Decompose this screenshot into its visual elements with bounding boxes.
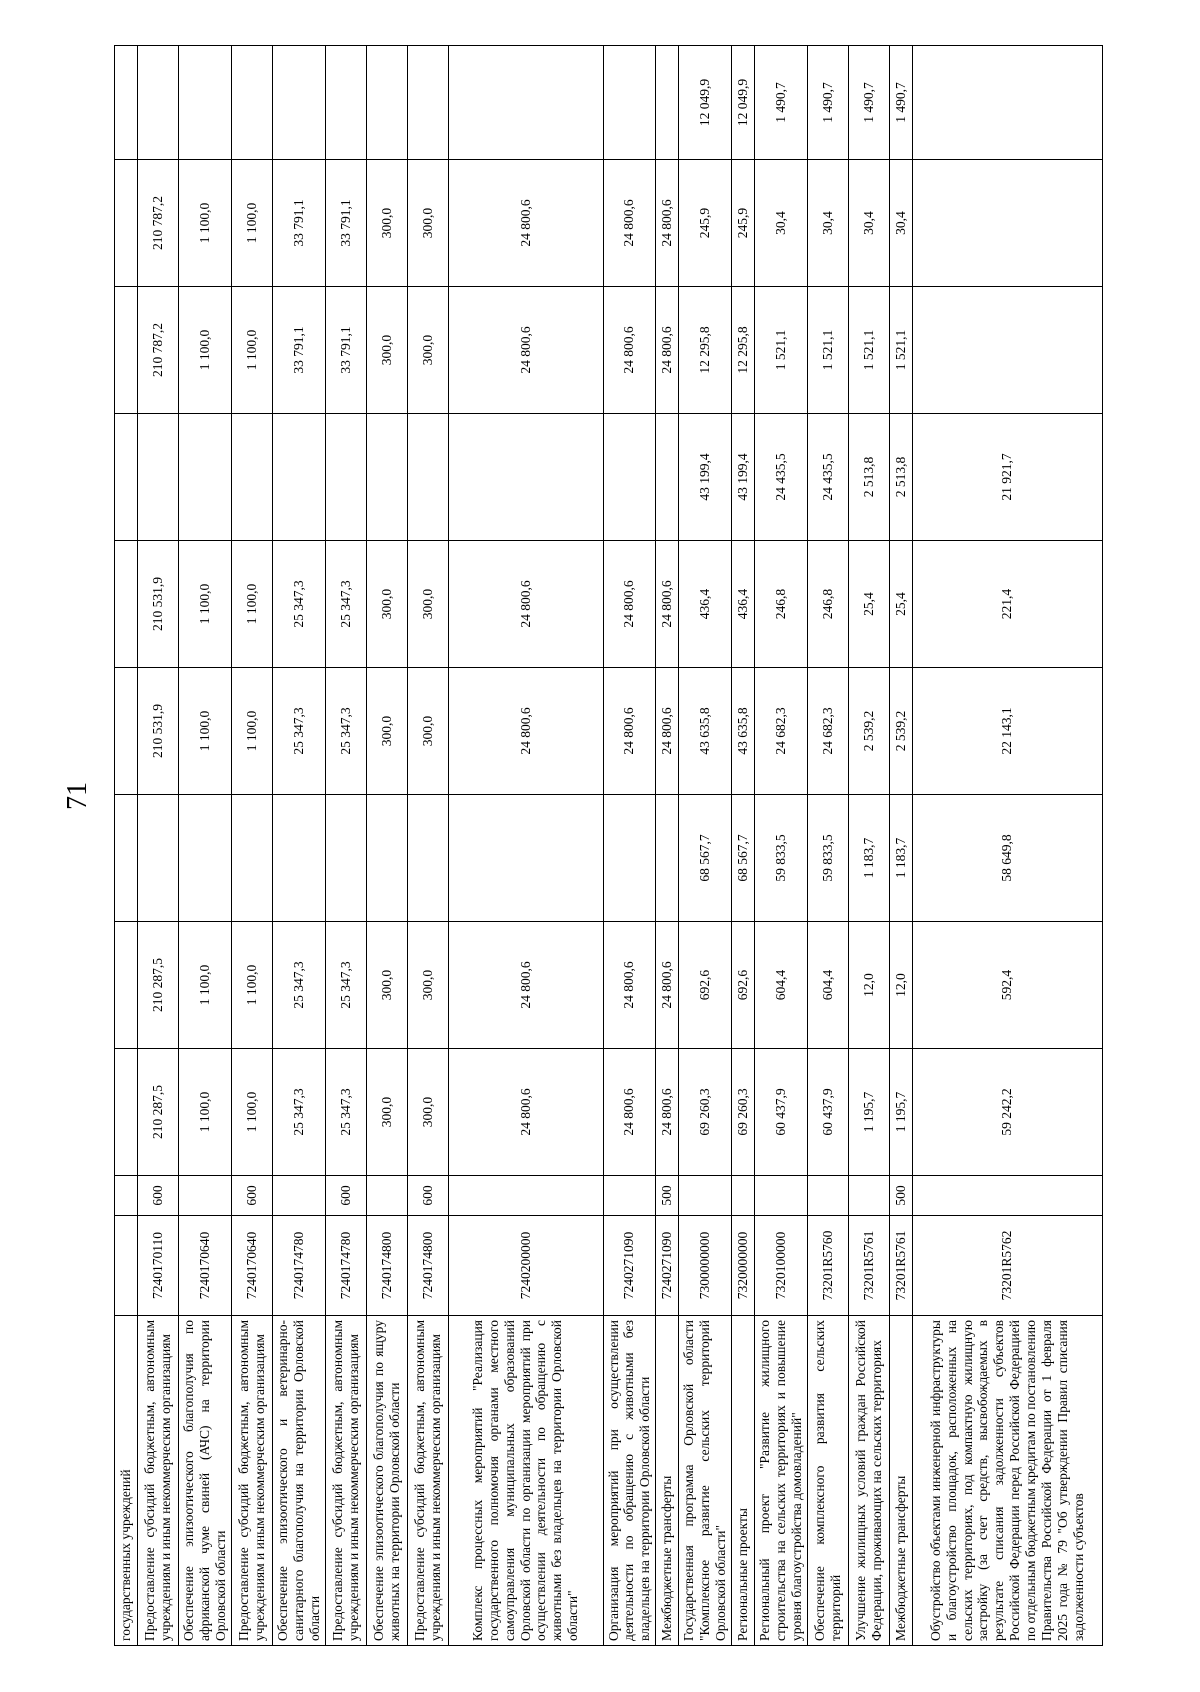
table-row (679, 46, 732, 1646)
amount-6: 43 199,4 (732, 414, 755, 541)
amount-8: 30,4 (889, 160, 912, 287)
row-code: 7240200000 (448, 1216, 603, 1316)
amount-8: 300,0 (366, 160, 407, 287)
amount-3: 59 833,5 (755, 795, 808, 922)
amount-7: 24 800,6 (448, 287, 603, 414)
amount-9: 1 490,7 (807, 46, 848, 160)
amount-9 (603, 46, 656, 160)
amount-2: 692,6 (679, 922, 732, 1049)
amount-2: 24 800,6 (656, 922, 679, 1049)
row-code: 7320100000 (755, 1216, 808, 1316)
amount-9 (115, 46, 138, 160)
row-expense-type (732, 1176, 755, 1216)
amount-1: 300,0 (407, 1049, 448, 1176)
table-row (807, 46, 848, 1646)
amount-2: 604,4 (807, 922, 848, 1049)
amount-9 (138, 46, 179, 160)
amount-3 (179, 795, 232, 922)
amount-4: 22 143,1 (912, 668, 1102, 795)
amount-9: 1 490,7 (755, 46, 808, 160)
row-name: Предоставление субсидий бюджетным, автономным учреждениям и иным некоммерческим организациям (138, 1316, 179, 1646)
amount-8: 1 100,0 (179, 160, 232, 287)
amount-4: 2 539,2 (889, 668, 912, 795)
row-name: Межбюджетные трансферты (656, 1316, 679, 1646)
amount-7: 1 521,1 (848, 287, 889, 414)
amount-4: 1 100,0 (231, 668, 272, 795)
amount-4: 24 682,3 (755, 668, 808, 795)
amount-9 (366, 46, 407, 160)
amount-7: 1 521,1 (889, 287, 912, 414)
amount-8: 33 791,1 (272, 160, 325, 287)
amount-3 (325, 795, 366, 922)
amount-7: 33 791,1 (325, 287, 366, 414)
row-expense-type: 600 (231, 1176, 272, 1216)
amount-6: 2 513,8 (889, 414, 912, 541)
amount-3 (115, 795, 138, 922)
amount-5: 221,4 (912, 541, 1102, 668)
row-expense-type: 500 (656, 1176, 679, 1216)
row-expense-type (912, 1176, 1102, 1216)
amount-4: 210 531,9 (138, 668, 179, 795)
amount-4: 24 800,6 (656, 668, 679, 795)
amount-5: 25,4 (889, 541, 912, 668)
budget-table (114, 45, 1103, 1646)
amount-2: 12,0 (848, 922, 889, 1049)
row-name: Обеспечение эпизоотического благополучия по африканской чуме свиней (АЧС) на территории Орловской области (179, 1316, 232, 1646)
row-code: 73201R5761 (889, 1216, 912, 1316)
table-row (138, 46, 179, 1646)
row-code: 73201R5760 (807, 1216, 848, 1316)
table-row (755, 46, 808, 1646)
amount-7: 12 295,8 (679, 287, 732, 414)
row-expense-type (807, 1176, 848, 1216)
amount-2: 592,4 (912, 922, 1102, 1049)
amount-4: 25 347,3 (325, 668, 366, 795)
page-number: 71 (62, 782, 93, 810)
amount-1: 1 100,0 (231, 1049, 272, 1176)
rotated-table-container (114, 46, 1087, 1646)
amount-1: 25 347,3 (325, 1049, 366, 1176)
amount-6 (325, 414, 366, 541)
amount-8: 30,4 (807, 160, 848, 287)
row-expense-type: 600 (138, 1176, 179, 1216)
table-row (231, 46, 272, 1646)
row-code: 7240174800 (366, 1216, 407, 1316)
table-row (325, 46, 366, 1646)
amount-2: 604,4 (755, 922, 808, 1049)
amount-2: 25 347,3 (272, 922, 325, 1049)
row-code: 73201R5762 (912, 1216, 1102, 1316)
row-expense-type (848, 1176, 889, 1216)
amount-5: 436,4 (732, 541, 755, 668)
amount-8: 24 800,6 (603, 160, 656, 287)
amount-9 (179, 46, 232, 160)
row-name: Улучшение жилищных условий граждан Российской Федерации, проживающих на сельских территориях (848, 1316, 889, 1646)
row-expense-type (755, 1176, 808, 1216)
amount-3: 1 183,7 (889, 795, 912, 922)
amount-6 (115, 414, 138, 541)
amount-9: 12 049,9 (732, 46, 755, 160)
amount-9 (656, 46, 679, 160)
amount-8 (912, 160, 1102, 287)
row-expense-type (679, 1176, 732, 1216)
row-name: Предоставление субсидий бюджетным, автономным учреждениям и иным некоммерческим организациям (325, 1316, 366, 1646)
amount-8: 24 800,6 (448, 160, 603, 287)
amount-2: 12,0 (889, 922, 912, 1049)
amount-1: 69 260,3 (732, 1049, 755, 1176)
row-name: Организация мероприятий при осуществлении деятельности по обращению с животными без владельцев на территории Орловской области (603, 1316, 656, 1646)
amount-7: 24 800,6 (656, 287, 679, 414)
amount-2: 300,0 (407, 922, 448, 1049)
table-row (115, 46, 138, 1646)
amount-3: 59 833,5 (807, 795, 848, 922)
amount-1: 210 287,5 (138, 1049, 179, 1176)
amount-1: 25 347,3 (272, 1049, 325, 1176)
amount-9 (325, 46, 366, 160)
amount-1: 300,0 (366, 1049, 407, 1176)
table-row (179, 46, 232, 1646)
amount-8 (115, 160, 138, 287)
amount-5 (115, 541, 138, 668)
row-expense-type (448, 1176, 603, 1216)
amount-4: 2 539,2 (848, 668, 889, 795)
row-name: Межбюджетные трансферты (889, 1316, 912, 1646)
amount-8: 245,9 (679, 160, 732, 287)
amount-6 (366, 414, 407, 541)
amount-5: 24 800,6 (656, 541, 679, 668)
row-expense-type (179, 1176, 232, 1216)
amount-4: 43 635,8 (732, 668, 755, 795)
amount-6 (138, 414, 179, 541)
row-code: 7240170110 (138, 1216, 179, 1316)
amount-5: 300,0 (366, 541, 407, 668)
amount-2 (115, 922, 138, 1049)
amount-4: 24 800,6 (448, 668, 603, 795)
amount-7: 1 100,0 (179, 287, 232, 414)
table-row (272, 46, 325, 1646)
amount-7 (115, 287, 138, 414)
amount-9 (407, 46, 448, 160)
table-row (448, 46, 603, 1646)
amount-6: 43 199,4 (679, 414, 732, 541)
amount-5: 210 531,9 (138, 541, 179, 668)
row-code: 7320000000 (732, 1216, 755, 1316)
amount-7: 300,0 (407, 287, 448, 414)
table-row (603, 46, 656, 1646)
amount-9: 1 490,7 (848, 46, 889, 160)
amount-9 (272, 46, 325, 160)
row-expense-type (366, 1176, 407, 1216)
amount-1: 60 437,9 (755, 1049, 808, 1176)
amount-3: 68 567,7 (732, 795, 755, 922)
amount-8: 30,4 (848, 160, 889, 287)
row-code: 7240174800 (407, 1216, 448, 1316)
row-name: Обеспечение эпизоотического и ветеринарно-санитарного благополучия на территории Орловской области (272, 1316, 325, 1646)
amount-1: 1 195,7 (848, 1049, 889, 1176)
amount-3 (656, 795, 679, 922)
amount-6: 21 921,7 (912, 414, 1102, 541)
amount-3 (138, 795, 179, 922)
amount-7: 33 791,1 (272, 287, 325, 414)
row-expense-type: 500 (889, 1176, 912, 1216)
amount-5: 246,8 (755, 541, 808, 668)
amount-8: 30,4 (755, 160, 808, 287)
amount-9 (912, 46, 1102, 160)
amount-1: 1 195,7 (889, 1049, 912, 1176)
row-name: Региональные проекты (732, 1316, 755, 1646)
amount-3: 68 567,7 (679, 795, 732, 922)
amount-6: 24 435,5 (807, 414, 848, 541)
row-code: 7240271090 (656, 1216, 679, 1316)
row-code: 73201R5761 (848, 1216, 889, 1316)
amount-6 (656, 414, 679, 541)
amount-2: 1 100,0 (231, 922, 272, 1049)
amount-5: 300,0 (407, 541, 448, 668)
amount-5: 436,4 (679, 541, 732, 668)
row-code: 7240174780 (325, 1216, 366, 1316)
row-name: Предоставление субсидий бюджетным, автономным учреждениям и иным некоммерческим организациям (231, 1316, 272, 1646)
amount-5: 24 800,6 (448, 541, 603, 668)
row-code: 7240170640 (179, 1216, 232, 1316)
amount-5: 25 347,3 (325, 541, 366, 668)
amount-4 (115, 668, 138, 795)
amount-5: 1 100,0 (231, 541, 272, 668)
amount-1: 60 437,9 (807, 1049, 848, 1176)
row-name: Региональный проект "Развитие жилищного строительства на сельских территориях и повышение уровня благоустройства домовладений" (755, 1316, 808, 1646)
amount-7 (912, 287, 1102, 414)
amount-4: 300,0 (366, 668, 407, 795)
row-expense-type (603, 1176, 656, 1216)
table-row (732, 46, 755, 1646)
amount-7: 24 800,6 (603, 287, 656, 414)
amount-2: 692,6 (732, 922, 755, 1049)
amount-4: 24 800,6 (603, 668, 656, 795)
row-code (115, 1216, 138, 1316)
amount-6 (272, 414, 325, 541)
amount-5: 24 800,6 (603, 541, 656, 668)
table-row (656, 46, 679, 1646)
amount-5: 25,4 (848, 541, 889, 668)
amount-2: 25 347,3 (325, 922, 366, 1049)
table-row (407, 46, 448, 1646)
row-name: Государственная программа Орловской области "Комплексное развитие сельских территорий Орловской области" (679, 1316, 732, 1646)
amount-4: 24 682,3 (807, 668, 848, 795)
row-expense-type: 600 (407, 1176, 448, 1216)
row-name: Обустройство объектами инженерной инфраструктуры и благоустройство площадок, расположенных на сельских территориях, под компактную жилищную застройку (за счет средств, высвобождаемых в результате списания задолженности субъектов Российской Федерации перед Российской Федерацией по отдельным бюджетным кредитам по постановлению Правительства Российской Федерации от 1 февраля 2025 года № 79 "Об утверждении Правил списания задолженности субъектов (912, 1316, 1102, 1646)
table-row (889, 46, 912, 1646)
row-expense-type (115, 1176, 138, 1216)
amount-4: 25 347,3 (272, 668, 325, 795)
amount-3 (603, 795, 656, 922)
amount-4: 1 100,0 (179, 668, 232, 795)
amount-1 (115, 1049, 138, 1176)
amount-8: 33 791,1 (325, 160, 366, 287)
amount-7: 300,0 (366, 287, 407, 414)
amount-8: 210 787,2 (138, 160, 179, 287)
amount-6 (448, 414, 603, 541)
amount-7: 1 100,0 (231, 287, 272, 414)
amount-4: 300,0 (407, 668, 448, 795)
amount-1: 24 800,6 (448, 1049, 603, 1176)
amount-2: 24 800,6 (448, 922, 603, 1049)
amount-6 (179, 414, 232, 541)
amount-1: 69 260,3 (679, 1049, 732, 1176)
amount-7: 1 521,1 (807, 287, 848, 414)
amount-2: 210 287,5 (138, 922, 179, 1049)
amount-5: 1 100,0 (179, 541, 232, 668)
amount-3 (448, 795, 603, 922)
row-code: 7240174780 (272, 1216, 325, 1316)
amount-5: 246,8 (807, 541, 848, 668)
row-code: 7300000000 (679, 1216, 732, 1316)
amount-3 (366, 795, 407, 922)
row-code: 7240170640 (231, 1216, 272, 1316)
amount-6: 24 435,5 (755, 414, 808, 541)
amount-7: 1 521,1 (755, 287, 808, 414)
amount-3: 1 183,7 (848, 795, 889, 922)
amount-9: 12 049,9 (679, 46, 732, 160)
amount-9 (448, 46, 603, 160)
amount-6 (231, 414, 272, 541)
amount-6: 2 513,8 (848, 414, 889, 541)
row-name: Комплекс процессных мероприятий "Реализация государственного полномочия органами местного самоуправления муниципальных образований Орловской области по организации мероприятий при осуществлении деятельности по обращению с животными без владельцев на территории Орловской области" (448, 1316, 603, 1646)
amount-2: 1 100,0 (179, 922, 232, 1049)
amount-5: 25 347,3 (272, 541, 325, 668)
amount-3 (231, 795, 272, 922)
amount-8: 24 800,6 (656, 160, 679, 287)
amount-1: 24 800,6 (603, 1049, 656, 1176)
amount-3 (407, 795, 448, 922)
amount-9 (231, 46, 272, 160)
table-row (912, 46, 1102, 1646)
row-name: Обеспечение комплексного развития сельских территорий (807, 1316, 848, 1646)
row-expense-type (272, 1176, 325, 1216)
amount-7: 12 295,8 (732, 287, 755, 414)
row-name: Предоставление субсидий бюджетным, автономным учреждениям и иным некоммерческим организациям (407, 1316, 448, 1646)
row-name: государственных учреждений (115, 1316, 138, 1646)
amount-8: 1 100,0 (231, 160, 272, 287)
amount-3 (272, 795, 325, 922)
amount-8: 245,9 (732, 160, 755, 287)
amount-1: 1 100,0 (179, 1049, 232, 1176)
amount-6 (603, 414, 656, 541)
row-name: Обеспечение эпизоотического благополучия по ящуру животных на территории Орловской области (366, 1316, 407, 1646)
amount-9: 1 490,7 (889, 46, 912, 160)
amount-2: 300,0 (366, 922, 407, 1049)
row-code: 7240271090 (603, 1216, 656, 1316)
amount-2: 24 800,6 (603, 922, 656, 1049)
amount-6 (407, 414, 448, 541)
amount-1: 59 242,2 (912, 1049, 1102, 1176)
amount-3: 58 649,8 (912, 795, 1102, 922)
table-row (848, 46, 889, 1646)
table-body (115, 46, 1103, 1646)
amount-4: 43 635,8 (679, 668, 732, 795)
amount-7: 210 787,2 (138, 287, 179, 414)
row-expense-type: 600 (325, 1176, 366, 1216)
amount-1: 24 800,6 (656, 1049, 679, 1176)
table-row (366, 46, 407, 1646)
amount-8: 300,0 (407, 160, 448, 287)
